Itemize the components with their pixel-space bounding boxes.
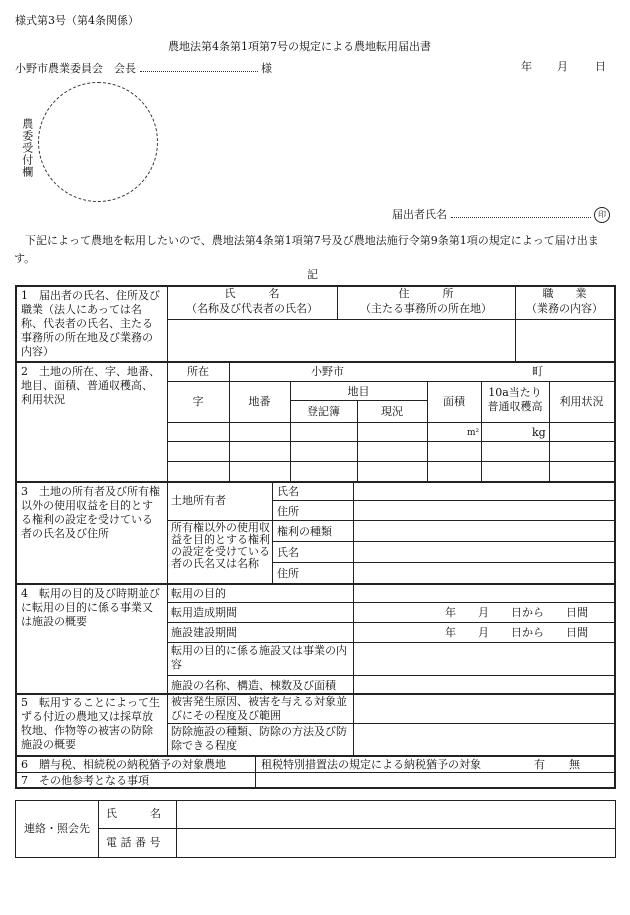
sec5-prevention: 防除施設の種類、防除の方法及び防除できる程度 <box>171 725 347 752</box>
sec3-other-holder: 所有権以外の使用収益を目的とする権利の設定を受けている者の氏名又は名称 <box>171 521 270 570</box>
sec2-chiban: 地番 <box>248 395 271 408</box>
sec4-facility-detail: 施設の名称、構造、棟数及び面積 <box>171 679 336 692</box>
sec3-owner-name: 氏名 <box>277 485 299 498</box>
sec2-registry: 登記簿 <box>307 405 340 418</box>
sec2-usage: 利用状況 <box>559 395 604 408</box>
sec4-period-text-2: 年 月 日から 日間 <box>445 626 588 639</box>
sec1-job-sub: （業務の内容） <box>526 302 603 315</box>
sec5-label: 5 転用することによって生ずる付近の農地又は採草放牧地、作物等の被害の防除施設の概要 <box>21 696 160 751</box>
sec2-kg-unit: kg <box>532 426 546 439</box>
date-year: 年 <box>521 60 532 73</box>
sec1-job-header: 職 業 <box>542 287 587 300</box>
sec2-current: 現況 <box>381 405 403 418</box>
sec2-area: 面積 <box>443 395 465 408</box>
sec4-period-text-1: 年 月 日から 日間 <box>445 606 588 619</box>
sec1-name-header: 氏 名 <box>224 287 280 300</box>
sec2-m2-unit: m² <box>467 428 480 438</box>
date-month: 月 <box>557 60 568 73</box>
applicant-label: 届出者氏名 <box>392 208 447 221</box>
sec6-yes[interactable]: 有 <box>534 758 545 771</box>
sec3-owner-address: 住所 <box>277 505 299 518</box>
contact-phone-field[interactable] <box>178 831 610 855</box>
sec2-label: 2 土地の所在、字、地番、地目、面積、普通収穫高、利用状況 <box>21 365 160 406</box>
sec6-no[interactable]: 無 <box>569 758 580 771</box>
sec4-purpose: 転用の目的 <box>171 587 226 600</box>
reception-label: 農委受付欄 <box>20 118 34 178</box>
addressee-label: 小野市農業委員会 会長 <box>15 62 136 75</box>
form-number: 様式第3号（第4条関係） <box>15 14 139 27</box>
sec1-address-sub: （主たる事務所の所在地） <box>360 302 492 315</box>
sec4-facility: 転用の目的に係る施設又は事業の内容 <box>171 644 347 671</box>
sec3-right-type: 権利の種類 <box>277 525 332 538</box>
sec2-aza: 字 <box>192 395 204 408</box>
contact-box <box>15 800 616 858</box>
sec3-holder-address: 住所 <box>277 567 299 580</box>
sec2-city: 小野市 <box>311 365 344 378</box>
reception-stamp-area <box>38 82 158 202</box>
contact-phone-label: 電 話 番 号 <box>106 836 161 849</box>
contact-name-field[interactable] <box>178 803 610 826</box>
sec4-label: 4 転用の目的及び時期並びに転用の目的に係る事業又は施設の概要 <box>21 587 160 628</box>
document-title: 農地法第4条第1項第7号の規定による農地転用届出書 <box>168 40 431 53</box>
ki-label: 記 <box>307 268 318 281</box>
sec4-period-construction: 転用造成期間 <box>171 606 237 619</box>
sec3-holder-name: 氏名 <box>277 546 299 559</box>
sec6-label: 6 贈与税、相続税の納税猶予の対象農地 <box>21 758 226 771</box>
sec5-damage: 被害発生原因、被害を与える対象並びにその程度及び範囲 <box>171 695 347 722</box>
contact-name-label: 氏 名 <box>106 807 161 820</box>
sec1-label: 1 届出者の氏名、住所及び職業（法人にあっては名称、代表者の氏名、主たる事務所の所在地及び業務の内容） <box>21 289 160 358</box>
addressee-name-line[interactable] <box>140 60 258 72</box>
contact-label: 連絡・照会先 <box>24 822 90 835</box>
sec2-chimoku: 地目 <box>347 385 370 398</box>
sec4-period-building: 施設建設期間 <box>171 626 237 639</box>
sec1-address-header: 住 所 <box>398 287 454 300</box>
addressee <box>15 60 272 76</box>
intro-paragraph: 下記によって農地を転用したいので、農地法第4条第1項第7号及び農地法施行令第9条第1項の規定によって届け出ます。 <box>14 234 599 265</box>
form-table <box>15 285 616 789</box>
seal-icon: 印 <box>594 207 610 223</box>
date-day: 日 <box>595 60 606 73</box>
applicant-name-line[interactable] <box>451 206 591 218</box>
sama-label: 様 <box>261 62 272 75</box>
sec2-town: 町 <box>532 365 543 378</box>
sec2-yield: 10a当たり普通収穫高 <box>487 386 543 413</box>
sec3-label: 3 土地の所有者及び所有権以外の使用収益を目的とする権利の設定を受けている者の氏名及び住所 <box>21 485 160 540</box>
sec6-tax: 租税特別措置法の規定による納税猶予の対象 <box>261 758 481 771</box>
applicant-row <box>392 206 610 223</box>
sec2-location: 所在 <box>187 365 209 378</box>
sec1-name-sub: （名称及び代表者の氏名） <box>186 302 318 315</box>
sec3-owner: 土地所有者 <box>171 494 226 507</box>
sec7-label: 7 その他参考となる事項 <box>21 774 149 787</box>
